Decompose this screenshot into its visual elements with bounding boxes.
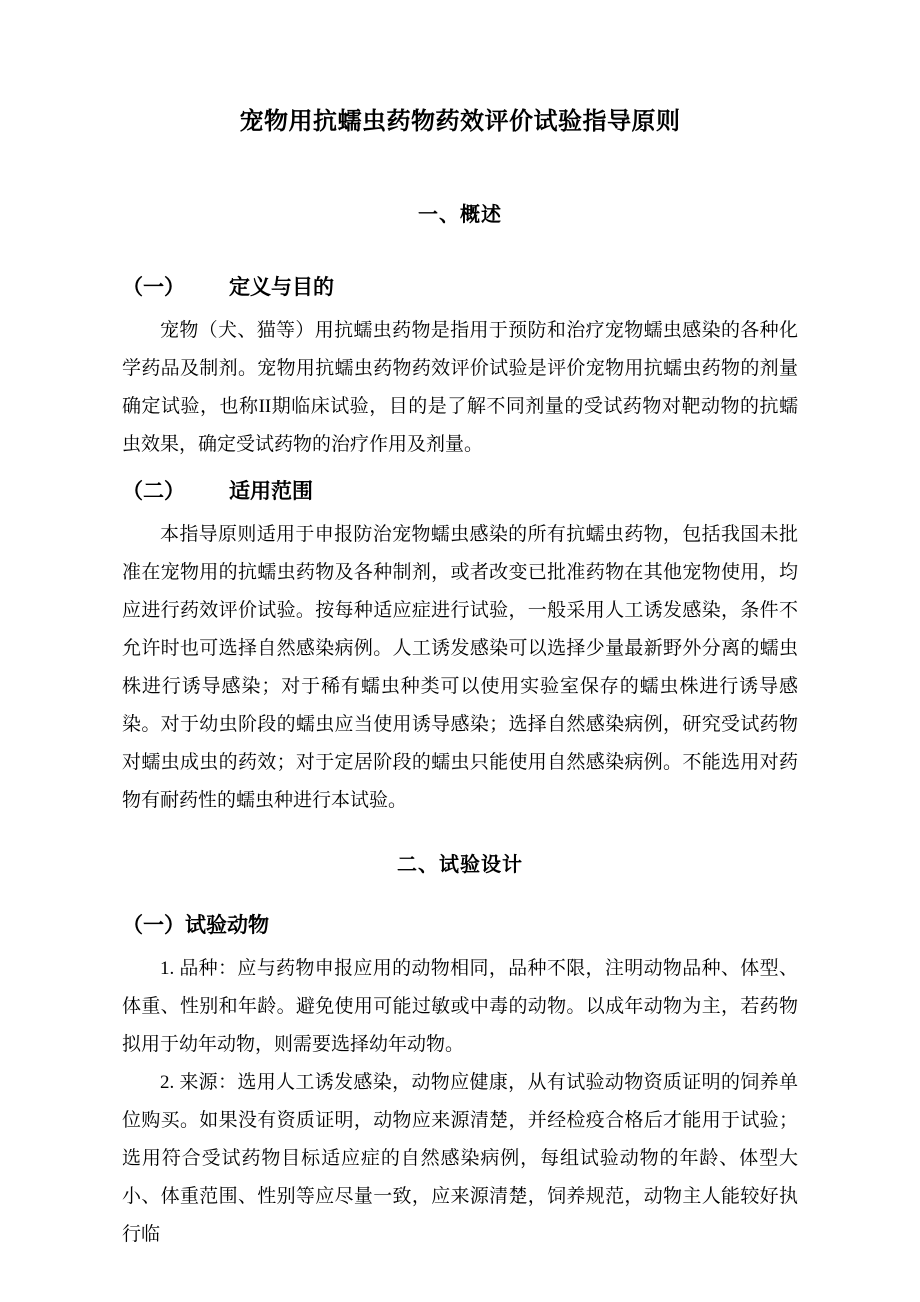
section-trial-design-heading: 二、试验设计: [397, 854, 523, 876]
paragraph-definition-purpose: 宠物（犬、猫等）用抗蠕虫药物是指用于预防和治疗宠物蠕虫感染的各种化学药品及制剂。宠物用抗蠕虫药物药效评价试验是评价宠物用抗蠕虫药物的剂量确定试验，也称II期临床试验，目的是了解不同剂量的受试药物对靶动物的抗蠕虫效果，确定受试药物的治疗作用及剂量。: [122, 320, 798, 455]
paragraph-scope: 本指导原则适用于申报防治宠物蠕虫感染的所有抗蠕虫药物，包括我国未批准在宠物用的抗蠕虫药物及各种制剂，或者改变已批准药物在其他宠物使用，均应进行药效评价试验。按每种适应症进行试验，一般采用人工诱发感染，条件不允许时也可选择自然感染病例。人工诱发感染可以选择少量最新野外分离的蠕虫株进行诱导感染；对于稀有蠕虫种类可以使用实验室保存的蠕虫株进行诱导感染。对于幼虫阶段的蠕虫应当使用诱导感染；选择自然感染病例，研究受试药物对蠕虫成虫的药效；对于定居阶段的蠕虫只能使用自然感染病例。不能选用对药物有耐药性的蠕虫种进行本试验。: [122, 524, 798, 811]
section-overview-heading: 一、概述: [418, 204, 502, 226]
subsection-number: （一）: [122, 914, 185, 937]
document-title: 宠物用抗蠕虫药物药效评价试验指导原则: [239, 108, 681, 135]
paragraph-species: 1. 品种：应与药物申报应用的动物相同，品种不限，注明动物品种、体型、体重、性别和年龄。避免使用可能过敏或中毒的动物。以成年动物为主，若药物拟用于幼年动物，则需要选择幼年动物。: [122, 958, 798, 1055]
subsection-definition-purpose-heading: [122, 274, 798, 302]
subsection-trial-animals-heading: [122, 912, 798, 940]
subsection-title: 定义与目的: [229, 276, 334, 299]
subsection-scope-heading: [122, 478, 798, 506]
subsection-title: 试验动物: [185, 914, 269, 937]
paragraph-source: 2. 来源：选用人工诱发感染，动物应健康，从有试验动物资质证明的饲养单位购买。如果没有资质证明，动物应来源清楚，并经检疫合格后才能用于试验；选用符合受试药物目标适应症的自然感染病例，每组试验动物的年龄、体型大小、体重范围、性别等应尽量一致，应来源清楚，饲养规范，动物主人能较好执行临: [122, 1072, 798, 1245]
subsection-number: （一）: [122, 276, 185, 299]
subsection-number: （二）: [122, 480, 185, 503]
subsection-title: 适用范围: [229, 480, 313, 503]
